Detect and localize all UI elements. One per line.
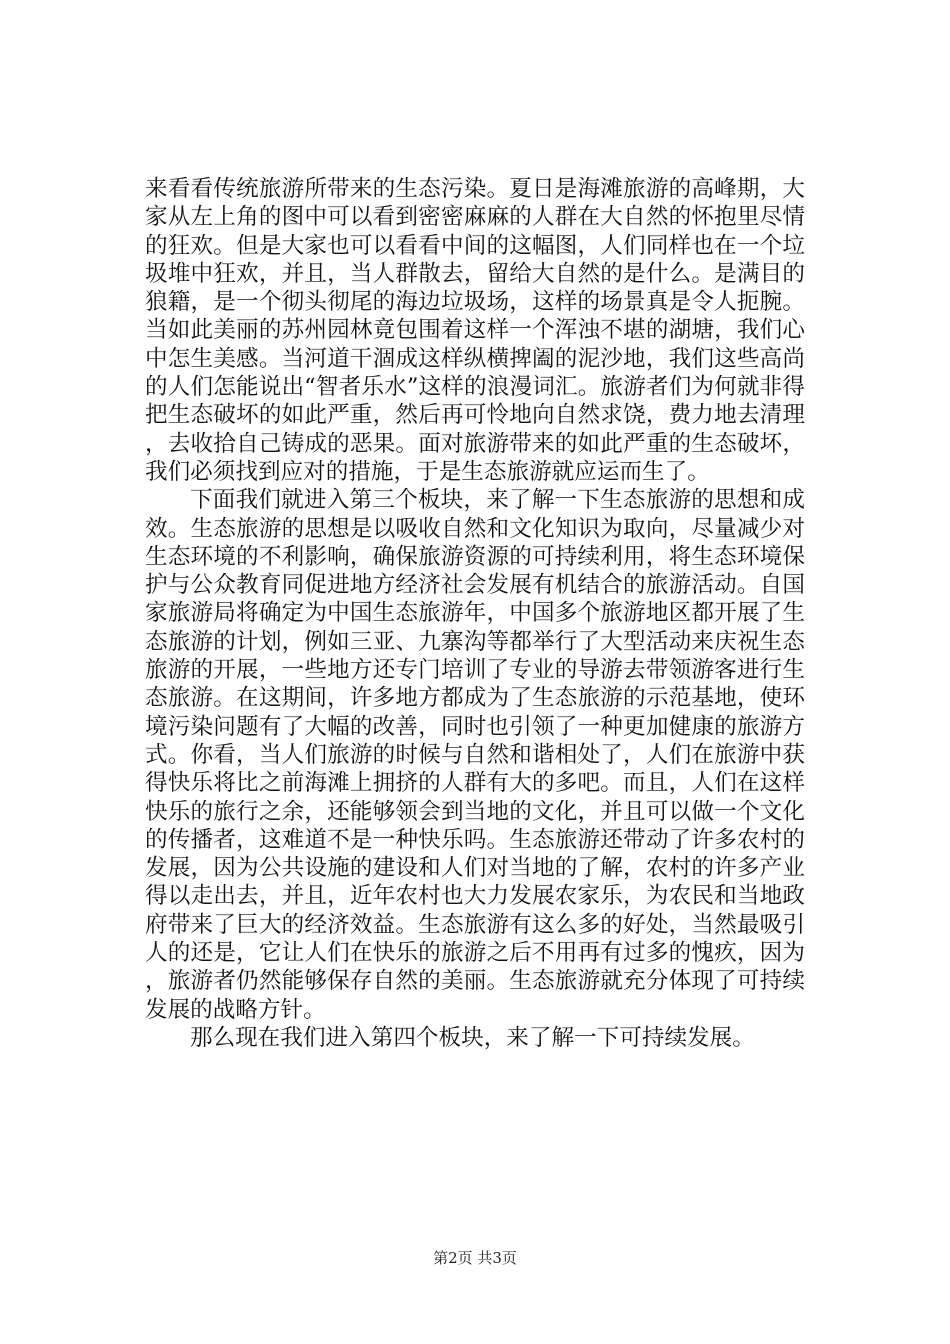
paragraph-2: 下面我们就进入第三个板块，来了解一下生态旅游的思想和成效。生态旅游的思想是以吸收自然和文化知识为取向，尽量减少对生态环境的不利影响，确保旅游资源的可持续利用，将生态环境保护与公众教育同促进地方经济社会发展有机结合的旅游活动。自国家旅游局将确定为中国生态旅游年，中国多个旅游地区都开展了生态旅游的计划，例如三亚、九寨沟等都举行了大型活动来庆祝生态旅游的开展，一些地方还专门培训了专业的导游去带领游客进行生态旅游。在这期间，许多地方都成为了生态旅游的示范基地，使环境污染问题有了大幅的改善，同时也引领了一种更加健康的旅游方式。你看，当人们旅游的时候与自然和谐相处了，人们在旅游中获得快乐将比之前海滩上拥挤的人群有大的多吧。而且，人们在这样快乐的旅行之余，还能够领会到当地的文化，并且可以做一个文化的传播者，这难道不是一种快乐吗。生态旅游还带动了许多农村的发展，因为公共设施的建设和人们对当地的了解，农村的许多产业得以走出去，并且，近年农村也大力发展农家乐，为农民和当地政府带来了巨大的经济效益。生态旅游有这么多的好处，当然最吸引人的还是，它让人们在快乐的旅游之后不用再有过多的愧疚，因为，旅游者仍然能够保存自然的美丽。生态旅游就充分体现了可持续发展的战略方针。 [145,487,805,1023]
page-number: 第2页 共3页 [433,1249,517,1267]
paragraph-1: 来看看传统旅游所带来的生态污染。夏日是海滩旅游的高峰期，大家从左上角的图中可以看到密密麻麻的人群在大自然的怀抱里尽情的狂欢。但是大家也可以看看中间的这幅图，人们同样也在一个垃圾堆中狂欢，并且，当人群散去，留给大自然的是什么。是满目的狼籍，是一个彻头彻尾的海边垃圾场，这样的场景真是令人扼腕。当如此美丽的苏州园林竟包围着这样一个浑浊不堪的湖塘，我们心中怎生美感。当河道干涸成这样纵横捭阖的泥沙地，我们这些高尚的人们怎能说出“智者乐水”这样的浪漫词汇。旅游者们为何就非得把生态破坏的如此严重，然后再可怜地向自然求饶，费力地去清理，去收拾自己铸成的恶果。面对旅游带来的如此严重的生态破坏，我们必须找到应对的措施，于是生态旅游就应运而生了。 [145,176,805,485]
page-footer [0,1247,950,1268]
document-body [145,175,805,1052]
paragraph-3: 那么现在我们进入第四个板块，来了解一下可持续发展。 [190,1024,755,1051]
